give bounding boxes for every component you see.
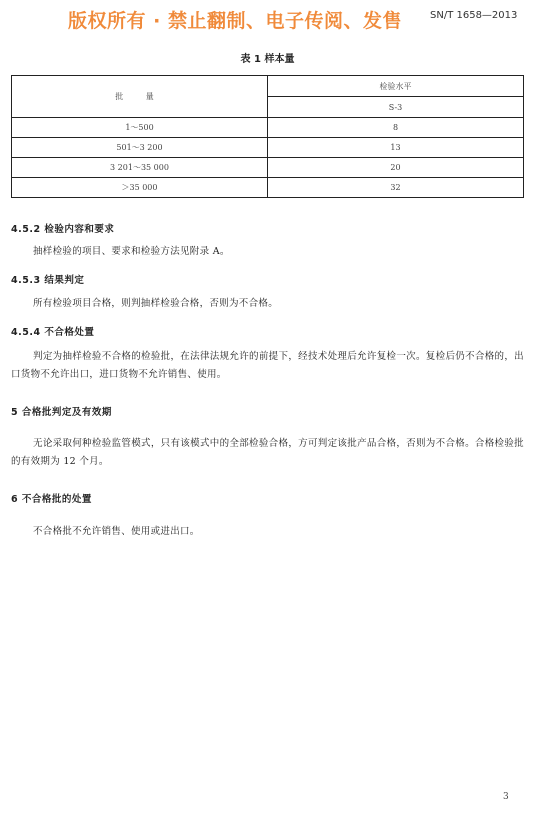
batch-cell: 501～3 200 [12, 138, 268, 158]
table-title: 表 1 样本量 [240, 54, 295, 65]
sample-cell: 8 [268, 118, 524, 138]
sample-cell: 20 [268, 158, 524, 178]
section-text-4-5-4: 判定为抽样检验不合格的检验批，在法律法规允许的前提下，经技术处理后允许复检一次。复检后仍不合格的，出口货物不允许出口，进口货物不允许销售、使用。 [11, 351, 524, 380]
section-text-5: 无论采取何种检验监管模式，只有该模式中的全部检验合格，方可判定该批产品合格，否则为不合格。合格检验批的有效期为 12 个月。 [11, 438, 524, 467]
section-heading-4-5-4: 4.5.4 不合格处置 [11, 327, 95, 338]
section-heading-4-5-3: 4.5.3 结果判定 [11, 275, 85, 286]
document-number: SN/T 1658—2013 [430, 10, 518, 21]
inspection-level-header: 检验水平 [268, 76, 524, 97]
batch-cell: 3 201～35 000 [12, 158, 268, 178]
section-text-4-5-2: 抽样检验的项目、要求和检验方法见附录 A。 [33, 246, 230, 257]
sample-cell: 13 [268, 138, 524, 158]
batch-cell: 1～500 [12, 118, 268, 138]
sample-cell: 32 [268, 178, 524, 198]
sample-size-table [11, 75, 524, 198]
section-heading-5: 5 合格批判定及有效期 [11, 407, 112, 418]
table-row [12, 138, 524, 158]
page-number: 3 [503, 792, 509, 802]
section-heading-4-5-2: 4.5.2 检验内容和要求 [11, 224, 115, 235]
section-text-4-5-3: 所有检验项目合格，则判抽样检验合格，否则为不合格。 [33, 298, 279, 309]
table-row [12, 158, 524, 178]
inspection-level-subheader: S-3 [268, 97, 524, 118]
section-heading-6: 6 不合格批的处置 [11, 494, 92, 505]
table-row [12, 118, 524, 138]
batch-cell: ＞35 000 [12, 178, 268, 198]
batch-size-header: 批 量 [12, 76, 268, 118]
table-row [12, 178, 524, 198]
table-header-row [12, 76, 524, 97]
copyright-watermark: 版权所有 · 禁止翻制、电子传阅、发售 [68, 10, 402, 32]
section-text-6: 不合格批不允许销售、使用或进出口。 [33, 526, 200, 537]
